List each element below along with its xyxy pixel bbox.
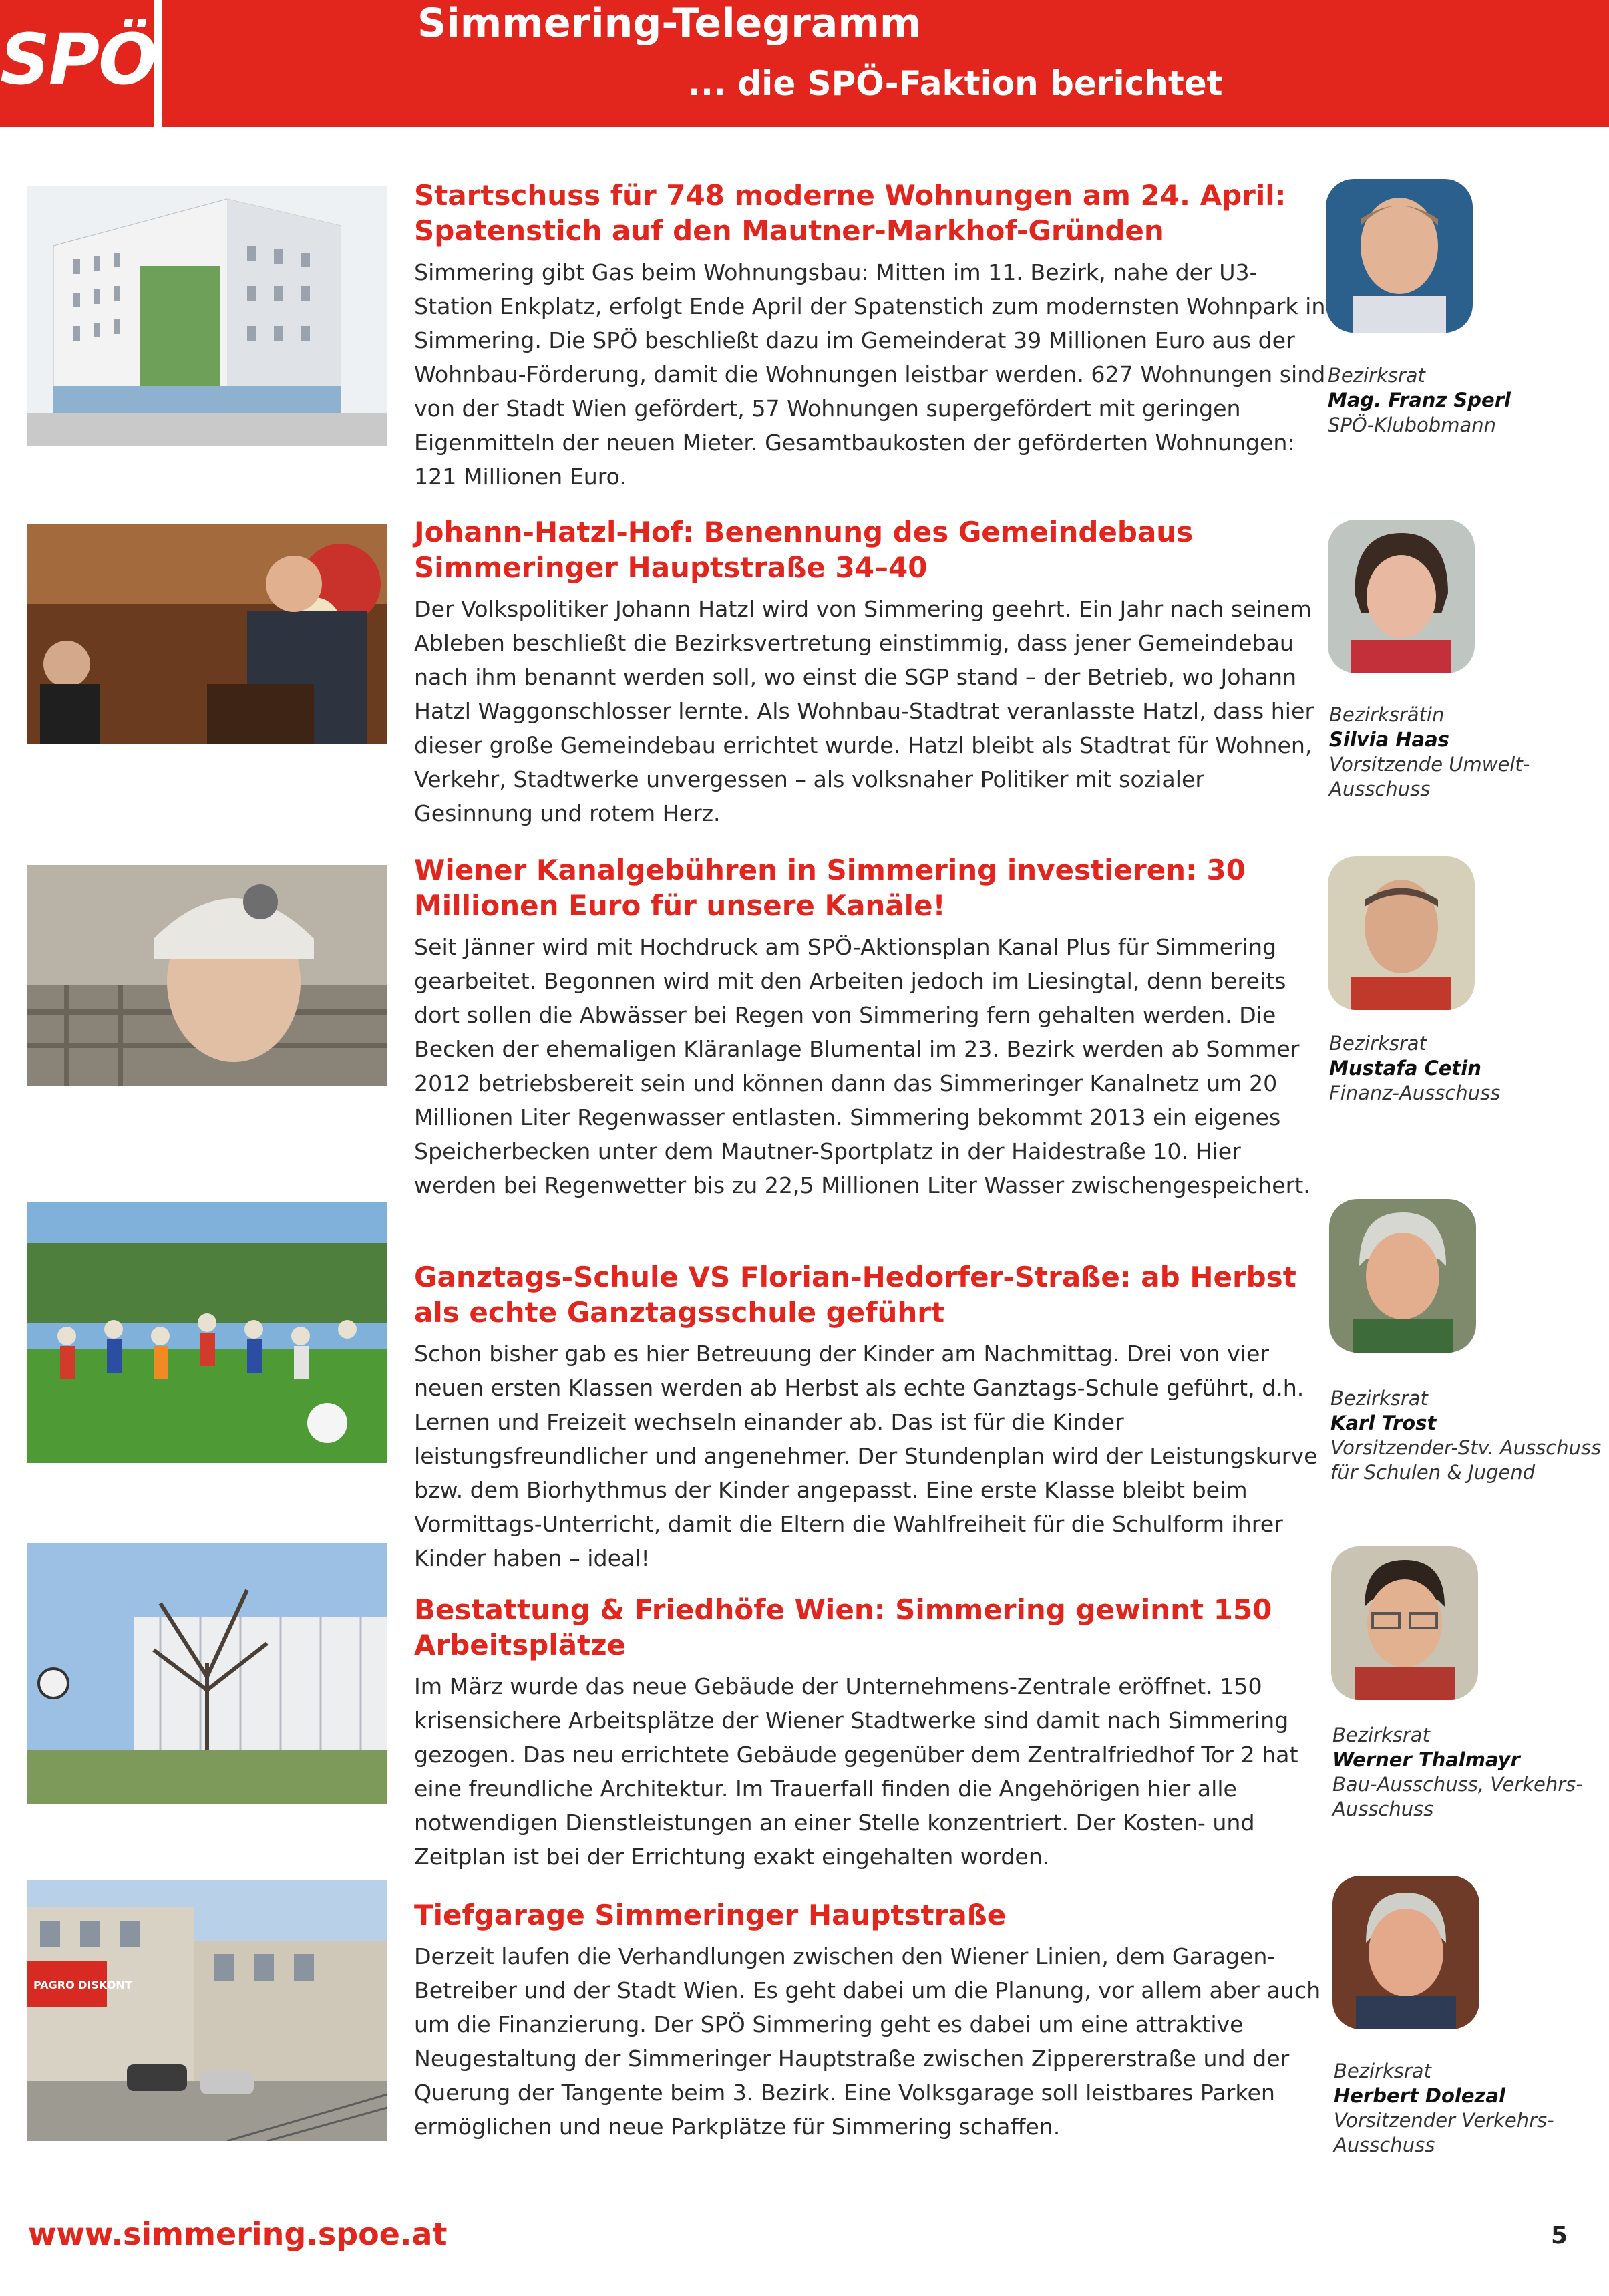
caption-karl-trost [1330,1386,1609,1485]
header-subtitle: ... die SPÖ-Faktion berichtet [688,64,1223,103]
portrait-franz-sperl [1326,179,1473,333]
header-title: Simmering-Telegramm [417,0,922,47]
person-name: Karl Trost [1330,1412,1437,1434]
spo-logo [0,0,154,127]
person-role: Bezirksrat [1332,1724,1430,1746]
article-title: Wiener Kanalgebühren in Simmering investieren: 30 Millionen Euro für unsere Kanäle! [414,854,1246,922]
person-role: Bezirksrat [1330,1387,1428,1410]
article-body: Der Volkspolitiker Johann Hatzl wird von Simmering geehrt. Ein Jahr nach seinem Ableben beschließt die Bezirksvertretung einstimmig, dass jener Gemeindebau nach ihm benannt werden soll, wo einst die SGP stand – der Betrieb, wo Johann Hatzl Waggonschlosser lernte. Als Wohnbau-Stadtrat veranlasste Hatzl, dass hier dieser große Gemeindebau errichtet wurde. Hatzl bleibt als Stadtrat für Wohnen, Verkehr, Stadtwerke unvergessen – als volksnaher Politiker mit sozialer Gesinnung und rotem Herz. [414,596,1314,826]
caption-franz-sperl [1328,363,1608,438]
photo-housing-building [27,186,387,446]
portrait-silvia-haas [1328,520,1475,673]
person-function: Finanz-Ausschuss [1329,1082,1501,1104]
footer-website-link[interactable]: www.simmering.spoe.at [28,2216,448,2252]
article-hatzl-hof [414,514,1329,830]
person-role: Bezirksrätin [1329,703,1445,726]
photo-office-building-tree [27,1543,387,1804]
article-sewer [414,852,1329,1202]
portrait-herbert-dolezal [1332,1876,1479,2029]
person-function: Vorsitzender Verkehrs-Ausschuss [1334,2109,1554,2156]
person-role: Bezirksrat [1329,1032,1427,1055]
article-body: Simmering gibt Gas beim Wohnungsbau: Mitten im 11. Bezirk, nahe der U3-Station Enkplatz, erfolgt Ende April der Spatenstich zum modernsten Wohnpark in Simmering. Die SPÖ beschließt dazu im Gemeinderat 39 Millionen Euro aus der Wohnbau-Förderung, damit die Wohnungen leistbar werden. 627 Wohnungen sind von der Stadt Wien gefördert, 57 Wohnungen supergefördert mit geringen Eigenmitteln der neuen Mieter. Gesamtbaukosten der geförderten Wohnungen: 121 Millionen Euro. [414,259,1326,490]
photo-speaker-podium [27,524,387,744]
portrait-mustafa-cetin [1328,856,1475,1010]
logo-text: SPÖ [0,19,156,100]
article-cemetery [414,1592,1329,1874]
person-name: Mustafa Cetin [1329,1057,1481,1080]
article-body: Schon bisher gab es hier Betreuung der Kinder am Nachmittag. Drei von vier neuen ersten Klassen werden ab Herbst als echte Ganztags-Schule geführt, d.h. Lernen und Freizeit wechseln einander ab. Das ist für die Kinder leistungsfreundlicher und angenehmer. Der Stundenplan wird der Leistungskurve bzw. dem Biorhythmus der Kinder angepasst. Eine erste Klasse bleibt beim Vormittags-Unterricht, damit die Eltern die Wahlfreiheit für die Schulform ihrer Kinder haben – ideal! [414,1341,1318,1571]
article-school [414,1259,1329,1575]
page-header [0,0,1609,127]
photo-shop-sign: PAGRO DISKONT [33,1979,132,1991]
article-body: Im März wurde das neue Gebäude der Unternehmens-Zentrale eröffnet. 150 krisensichere Arbeitsplätze der Wiener Stadtwerke sind damit nach Simmering gezogen. Das neu errichtete Gebäude gegenüber dem Zentralfriedhof Tor 2 hat eine freundliche Architektur. Im Trauerfall finden die Angehörigen hier alle notwendigen Dienstleistungen an einer Stelle konzentriert. Der Kosten- und Zeitplan ist bei der Errichtung exakt eingehalten worden. [414,1673,1298,1870]
person-name: Silvia Haas [1329,728,1449,751]
article-garage [414,1897,1329,2144]
person-function: Vorsitzender-Stv. Ausschuss für Schulen & Jugend [1330,1436,1602,1484]
caption-silvia-haas [1329,703,1609,802]
article-title: Ganztags-Schule VS Florian-Hedorfer-Straße: ab Herbst als echte Ganztagsschule geführt [414,1261,1296,1329]
photo-kids-football [27,1202,387,1463]
article-body: Seit Jänner wird mit Hochdruck am SPÖ-Aktionsplan Kanal Plus für Simmering gearbeitet. Begonnen wird mit den Arbeiten jedoch im Liesingtal, denn bereits dort sollen die Abwässer bei Regen von Simmering fern gehalten werden. Die Becken der ehemaligen Kläranlage Blumental im 23. Bezirk werden ab Sommer 2012 betriebsbereit sein und können dann das Simmeringer Kanalnetz um 20 Millionen Liter Regenwasser entlasten. Simmering bekommt 2013 ein eigenes Speicherbecken unter dem Mautner-Sportplatz in der Haidestraße 10. Hier werden bei Regenwetter bis zu 22,5 Millionen Liter Wasser zwischengespeichert. [414,934,1310,1198]
article-title: Bestattung & Friedhöfe Wien: Simmering gewinnt 150 Arbeitsplätze [414,1593,1272,1661]
photo-sewer-worker [27,865,387,1086]
person-function: Bau-Ausschuss, Verkehrs-Ausschuss [1332,1773,1583,1820]
portrait-karl-trost [1329,1199,1476,1353]
caption-werner-thalmayr [1332,1723,1609,1822]
person-name: Herbert Dolezal [1334,2084,1505,2107]
person-role: Bezirksrat [1328,364,1425,387]
photo-street-shops [27,1880,387,2141]
caption-herbert-dolezal [1334,2059,1609,2158]
person-name: Werner Thalmayr [1332,1748,1520,1771]
portrait-werner-thalmayr [1331,1546,1478,1700]
person-function: SPÖ-Klubobmann [1328,414,1496,436]
page-number: 5 [1551,2222,1568,2249]
caption-mustafa-cetin [1329,1031,1609,1106]
article-body: Derzeit laufen die Verhandlungen zwischen den Wiener Linien, dem Garagen-Betreiber und der Stadt Wien. Es geht dabei um die Planung, vor allem aber auch um die Finanzierung. Der SPÖ Simmering geht es dabei um eine attraktive Neugestaltung der Simmeringer Hauptstraße zwischen Zippererstraße und der Querung der Tangente beim 3. Bezirk. Eine Volksgarage soll leistbares Parken ermöglichen und neue Parkplätze für Simmering schaffen. [414,1943,1321,2140]
person-role: Bezirksrat [1334,2060,1431,2082]
article-title: Startschuss für 748 moderne Wohnungen am 24. April: Spatenstich auf den Mautner-Markhof-Gründen [414,179,1286,247]
article-title: Johann-Hatzl-Hof: Benennung des Gemeindebaus Simmeringer Hauptstraße 34–40 [414,516,1194,584]
person-function: Vorsitzende Umwelt-Ausschuss [1329,753,1530,800]
article-title: Tiefgarage Simmeringer Hauptstraße [414,1899,1007,1931]
person-name: Mag. Franz Sperl [1328,389,1511,412]
article-housing [414,178,1329,494]
